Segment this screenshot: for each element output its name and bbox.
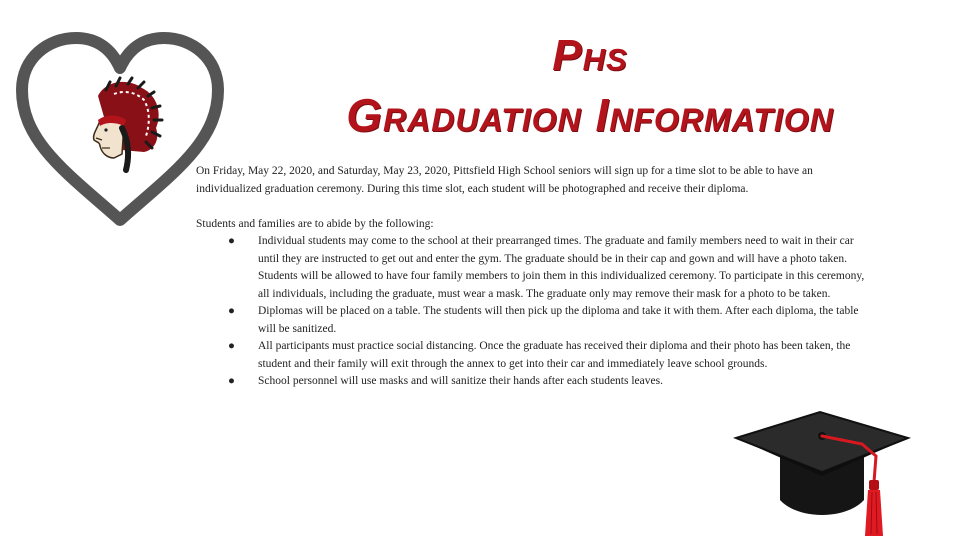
list-item xyxy=(196,303,876,338)
intro-paragraph: On Friday, May 22, 2020, and Saturday, May 23, 2020, Pittsfield High School seniors will sign up for a time slot to be able to have an individualized graduation ceremony. During this time slot, each student will be photographed and receive their diploma. xyxy=(196,165,813,195)
rule-text: School personnel will use masks and will sanitize their hands after each students leaves. xyxy=(258,375,663,387)
rule-text: Individual students may come to the school at their prearranged times. The graduate and family members need to wait in their car until they are instructed to get out and enter the gym. The graduate should be in their cap and gown and will have a photo taken. Students will be allowed to have four family members to join them in this individualized ceremony. To participate in this ceremony, all individuals, including the graduate, must wear a mask. The graduate only may remove their mask for a photo to be taken. xyxy=(258,235,865,300)
bullet-icon: ● xyxy=(228,235,235,247)
rules-list xyxy=(196,233,876,391)
rule-text: Diplomas will be placed on a table. The students will then pick up the diploma and take it with them. After each diploma, the table will be sanitized. xyxy=(258,305,859,335)
rules-heading: Students and families are to abide by the following: xyxy=(196,217,434,230)
graduation-cap-icon xyxy=(732,408,912,540)
bullet-icon: ● xyxy=(228,375,235,387)
title-line-1: Phs xyxy=(552,31,628,80)
list-item xyxy=(196,233,876,303)
paragraph-gap xyxy=(196,198,876,216)
list-item xyxy=(196,373,876,391)
rule-text: All participants must practice social distancing. Once the graduate has received their diploma and their photo has been taken, the student and their family will exit through the annex to get into their car and immediately leave school grounds. xyxy=(258,340,851,370)
title-line-2: Graduation Information xyxy=(346,89,834,141)
announcement-body xyxy=(196,163,876,391)
list-item xyxy=(196,338,876,373)
bullet-icon: ● xyxy=(228,340,235,352)
bullet-icon: ● xyxy=(228,305,235,317)
chief-head-icon xyxy=(94,78,162,170)
